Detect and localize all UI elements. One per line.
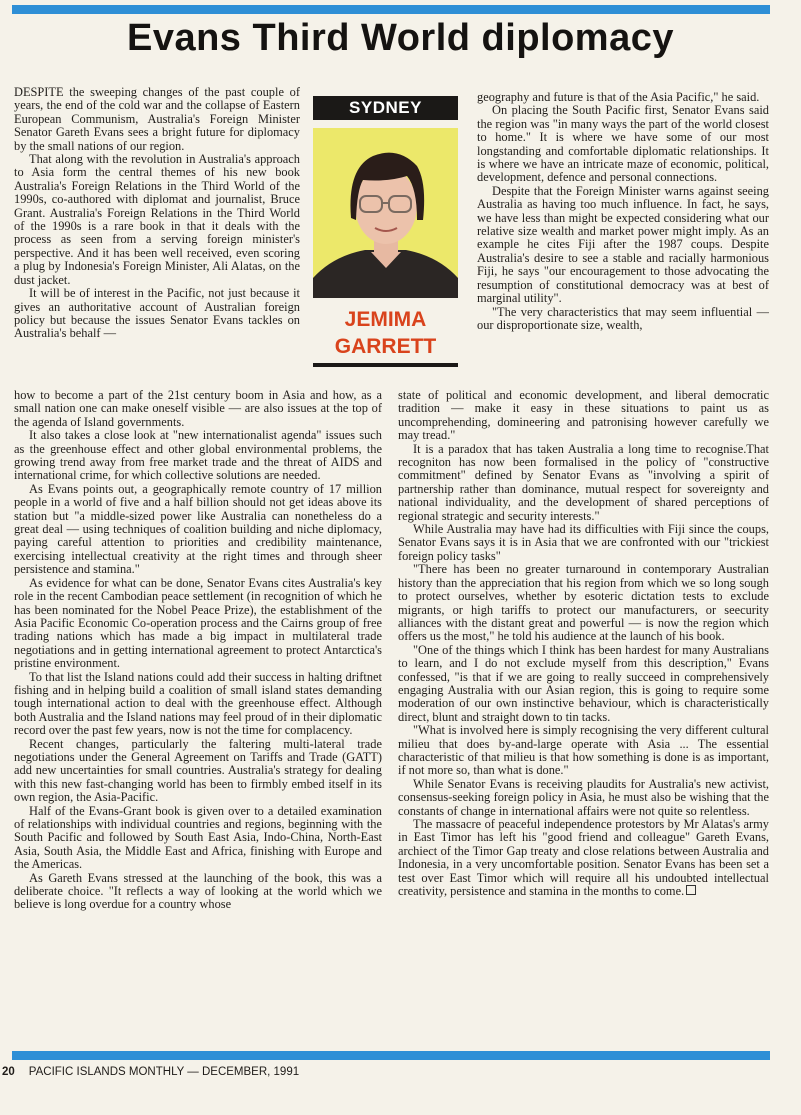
- paragraph-final: [398, 818, 769, 898]
- paragraph: It will be of interest in the Pacific, not just because it gives an authoritative account of Australian foreign policy but because the issues Senator Evans tackles on Australia's behalf —: [14, 286, 300, 341]
- paragraph: While Senator Evans is receiving plaudits for Australia's new activist, consensus-seeking foreign policy in Asia, he must also be wishing that the constants of change in international affairs were not quite so relentless.: [398, 776, 769, 818]
- paragraph: DESPITE the sweeping changes of the past couple of years, the end of the cold war and the collapse of Eastern European Communism, Australia's Foreign Minister Senator Gareth Evans sees a bright future for diplomacy by the small nations of our region.: [14, 86, 300, 153]
- bottom-color-bar: [12, 1051, 770, 1060]
- paragraph: geography and future is that of the Asia Pacific," he said.: [477, 91, 760, 104]
- paragraph: Recent changes, particularly the faltering multi-lateral trade negotiations under the General Agreement on Tariffs and Trade (GATT) add new uncertainties for small countries. Australia's strategy for dealing with this new fast-changing world has been to firmbly embed itself in its own region, the Asia-Pacific.: [14, 736, 382, 805]
- paragraph: As Evans points out, a geographically remote country of 17 million people in a world of five and a half billion should not get ideas above its station but "a middle-sized power like Australia can nonetheless do a great deal — using techniques of coalition building and niche diplomacy, paying careful attention to priorities and credibility maintenance, exercising intellectual creativity at the right times and through sheer persistence and stamina.": [14, 481, 382, 577]
- paragraph: Despite that the Foreign Minister warns against seeing Australia as having too much influence. In fact, he says, we have less than might be expected considering what our relative size wealth and market power might imply. As an example he cites Fiji after the 1987 coups. Despite Australia's desire to see a stable and racially harmonious Fiji, he says "our encouragement to those advocating the resumption of constitutional democracy was at best of marginal utility".: [477, 183, 769, 306]
- paragraph: Half of the Evans-Grant book is given over to a detailed examination of relationships with individual countries and regions, beginning with the South Pacific and followed by South East Asia, Indo-China, North-East Asia, South Asia, the Middle East and Africa, finishing with Europe and the Americas.: [14, 803, 382, 872]
- paragraph-final-text: The massacre of peaceful independence protestors by Mr Alatas's army in East Timor has left his "good friend and colleague" Gareth Evans, archiect of the Timor Gap treaty and close relations between Australia and Indonesia, in a very uncomfortable position. Senator Evans has been set a test over East Timor which will require all his undoubted intellectual creativity, persistence and stamina in the months to come.: [398, 817, 769, 899]
- paragraph: As evidence for what can be done, Senator Evans cites Australia's key role in the recent Cambodian peace settlement (in recognition of which he has been nominated for the Nobel Peace Prize), the establishment of the Asia Pacific Economic Co-operation process and the Cairns group of free trading nations which has made a big impact in multilateral trade negotiations and in getting international agreement to protect Antarctica's pristine environment.: [14, 575, 382, 671]
- column-left-top: [14, 86, 300, 388]
- author-name: [313, 306, 458, 360]
- page-number: 20: [2, 1066, 15, 1078]
- top-color-bar: [12, 5, 770, 14]
- headline: Evans Third World diplomacy: [126, 17, 674, 59]
- author-first-name: JEMIMA: [344, 308, 427, 331]
- author-portrait-image: [313, 128, 458, 298]
- author-last-name: GARRETT: [334, 335, 437, 358]
- paragraph: "What is involved here is simply recognising the very different cultural milieu that does by-and-large operate with Asia ... The essential characteristic of that milieu is that how something is done is as important, if not more so, than what is done.": [398, 723, 769, 778]
- paragraph: how to become a part of the 21st century boom in Asia and how, as a small nation one can make oneself visible — are also issues at the top of the agenda of Island governments.: [14, 389, 382, 429]
- paragraph: To that list the Island nations could add their success in halting driftnet fishing and in helping build a coalition of small island states demanding tough international action to deal with the greenhouse effect. Although both Australia and the Island nations may feel proud of in their diplomatic record over the past few years, now is not the time for complacency.: [14, 669, 382, 738]
- author-photo: [313, 128, 458, 298]
- page-footer: [2, 1066, 299, 1078]
- dateline: SYDNEY: [313, 96, 458, 120]
- paragraph: While Australia may have had its difficulties with Fiji since the coups, Senator Evans says it is in Asia that we are confronted with our "trickiest foreign policy tasks": [398, 522, 769, 563]
- end-of-article-mark: [686, 885, 696, 895]
- publication-line: PACIFIC ISLANDS MONTHLY — DECEMBER, 1991: [28, 1066, 300, 1078]
- byline-rule: [313, 363, 458, 367]
- paragraph: "One of the things which I think has been hardest for many Australians to learn, and I do not exclude myself from this description," Evans confessed, "is that if we are going to really succeed in comprehensively engaging Australia with our Asian region, this is going to require some moderation of our own instinctive behaviour, which is characteristically direct, blunt and straight down to tin tacks.: [398, 642, 769, 724]
- paragraph: "There has been no greater turnaround in contemporary Australian history than the appreciation that his region from which we so long sough to protect ourselves, whether by esoteric dictation tests to exclude migrants, or high tariffs to protect our manufacturers, or seecurity alliances with the distant great and powerful — is now the region which offers us the most," he told his audience at the launch of his book.: [398, 562, 769, 644]
- paragraph: It also takes a close look at "new internationalist agenda" issues such as the greenhouse effect and other global environmental problems, the growing trend away from free market trade and the threat of AIDS and international crime, for which collective solutions are needed.: [14, 428, 382, 483]
- byline-box: [313, 96, 463, 367]
- paragraph: "The very characteristics that may seem influential — our disproportionate size, wealth,: [477, 304, 769, 332]
- paragraph: It is a paradox that has taken Australia a long time to recognise.That recogniton has now been formalised in the policy of "constructive commitment" defined by Senator Evans as "involving a spirit of partnership rather than dominance, mutual respect for sovereignty and national individuality, and the development of shared perceptions of regional strategic and security interests.": [398, 441, 769, 523]
- paragraph: As Gareth Evans stressed at the launching of the book, this was a deliberate choice. "It reflects a way of looking at the world which we believe is long overdue for a country whose: [14, 870, 382, 912]
- paragraph: state of political and economic development, and liberal democratic tradition — make it easy in these situations to paint us as uncomprehending, domineering and patronising however carefully we may tread.": [398, 389, 769, 443]
- paragraph: That along with the revolution in Australia's approach to Asia form the central themes of his new book Australia's Foreign Relations in the Third World of the 1990s, co-authored with diplomat and journalist, Bruce Grant. Australia's Foreign Relations in the Third World of the 1990s is a rare book in that it deals with the process as seen from a serving foreign minister's perspective. And it has been well received, even scoring a plug by Indonesia's Foreign Minister, Ali Alatas, on the dust jacket.: [14, 152, 300, 287]
- column-left-bottom: [14, 389, 382, 1044]
- paragraph: On placing the South Pacific first, Senator Evans said the region was "in many ways the part of the world closest to home." It is where we have some of our most longstanding and comfortable diplomatic relationships. It is where we have an intricate maze of economic, political, development, defence and personal connections.: [477, 103, 769, 185]
- column-right-bottom: [398, 389, 769, 1044]
- column-right-top: [477, 91, 769, 389]
